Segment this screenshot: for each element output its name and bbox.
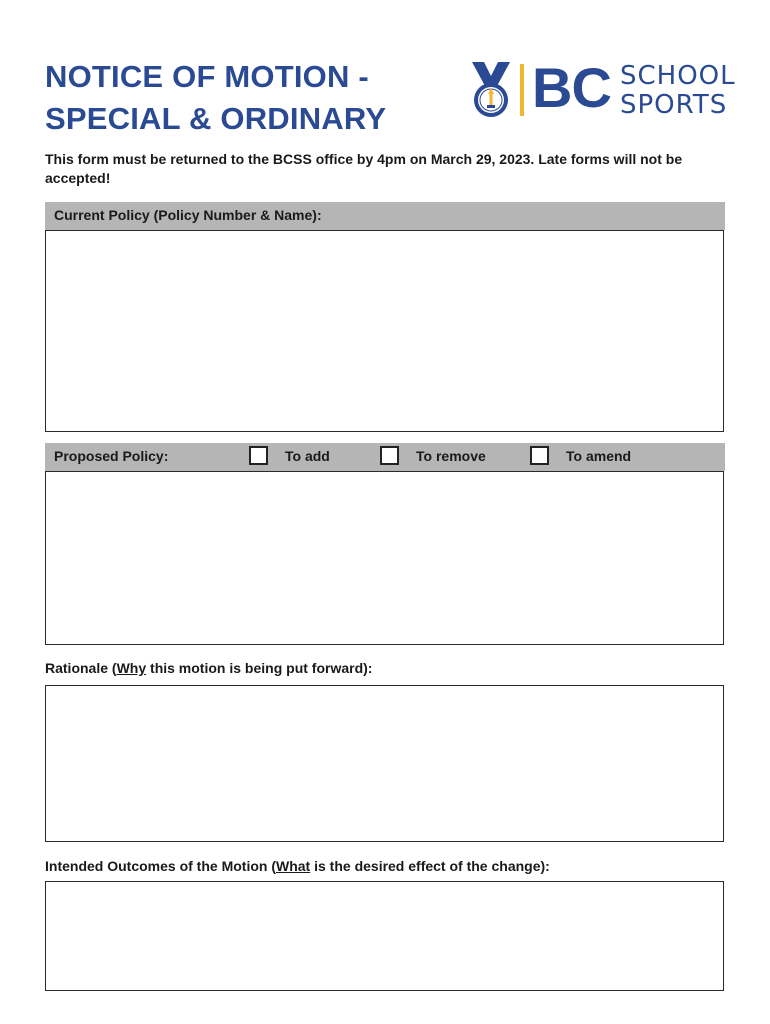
intended-outcomes-label (45, 858, 550, 874)
title-line-2: SPECIAL & ORDINARY (45, 101, 387, 136)
option-to-amend-label: To amend (566, 448, 632, 464)
intro-instructions: This form must be returned to the BCSS office by 4pm on March 29, 2023. Late forms will not be accepted! (45, 151, 683, 186)
option-to-remove-label: To remove (416, 448, 486, 464)
current-policy-header (45, 202, 725, 230)
rationale-label-pre: Rationale ( (45, 660, 117, 676)
medal-icon (470, 60, 512, 122)
rationale-label-emphasis: Why (116, 660, 147, 676)
intended-outcomes-field[interactable] (45, 881, 724, 991)
title-line-1: NOTICE OF MOTION - (45, 59, 369, 94)
rationale-field[interactable] (45, 685, 724, 842)
logo-word-sports: SPORTS (620, 90, 728, 120)
checkbox-to-remove[interactable] (380, 446, 399, 465)
logo-divider (520, 64, 524, 116)
proposed-policy-header (45, 443, 725, 471)
intended-outcomes-label-post: is the desired effect of the change): (310, 858, 550, 874)
logo-word-school: SCHOOL (620, 61, 736, 91)
proposed-policy-label: Proposed Policy: (54, 448, 169, 464)
proposed-policy-field[interactable] (45, 471, 724, 645)
rationale-label (45, 660, 372, 676)
page-title (45, 56, 386, 140)
logo-letters: BC (532, 56, 611, 119)
checkbox-to-amend[interactable] (530, 446, 549, 465)
current-policy-field[interactable] (45, 230, 724, 432)
intended-outcomes-label-emphasis: What (276, 858, 311, 874)
current-policy-label: Current Policy (Policy Number & Name): (54, 207, 322, 223)
bc-school-sports-logo (470, 56, 736, 122)
checkbox-to-add[interactable] (249, 446, 268, 465)
intended-outcomes-label-pre: Intended Outcomes of the Motion ( (45, 858, 276, 874)
rationale-label-post: this motion is being put forward): (146, 660, 373, 676)
option-to-add-label: To add (285, 448, 330, 464)
